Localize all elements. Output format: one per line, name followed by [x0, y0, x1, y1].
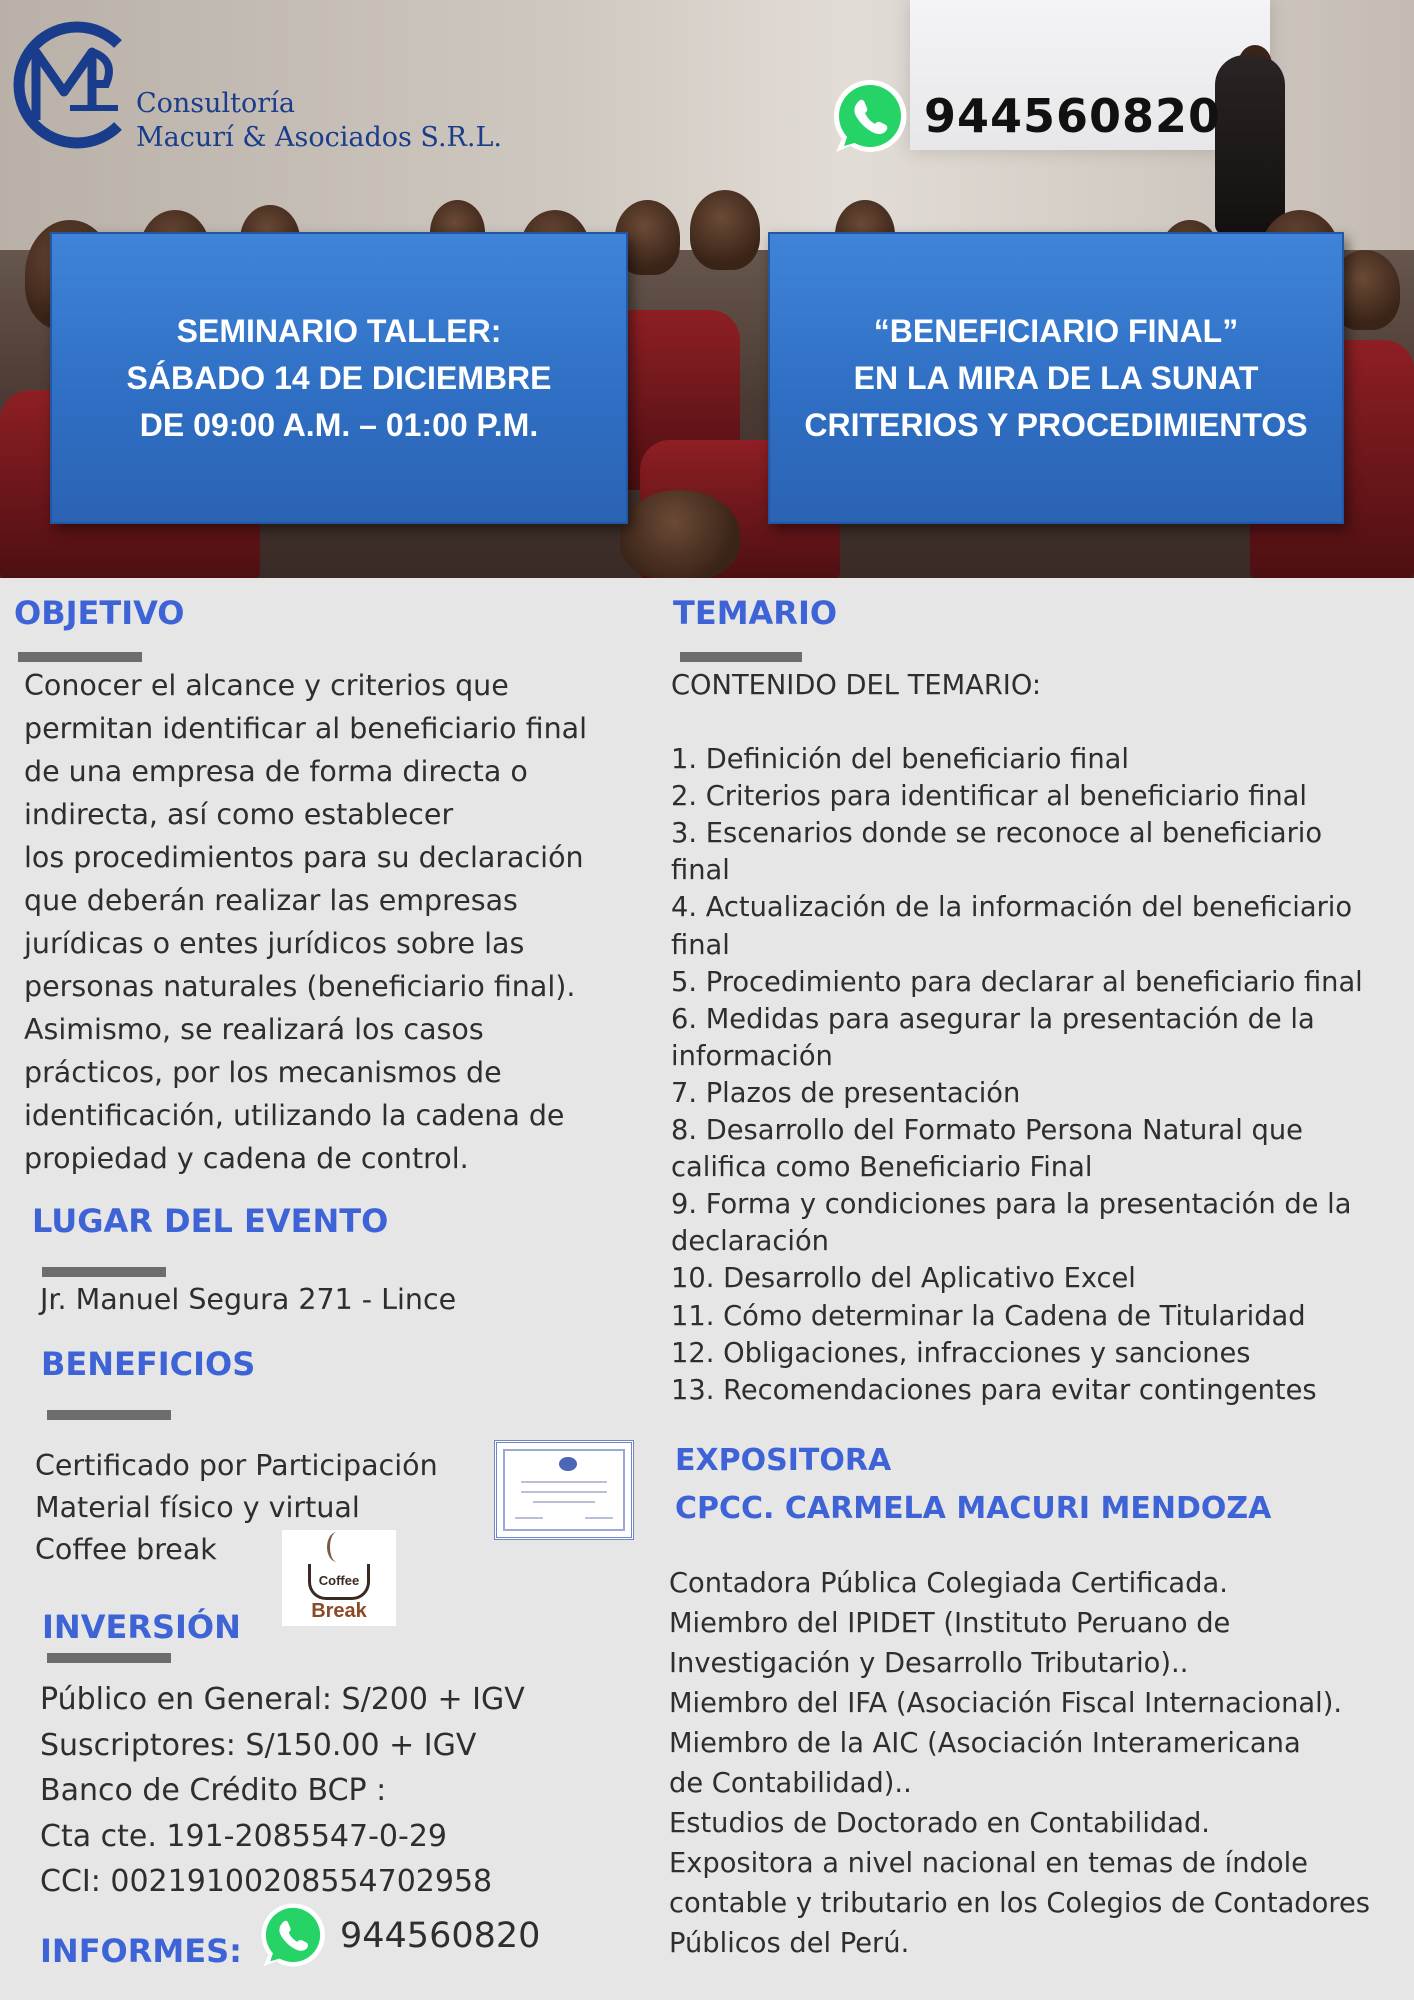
informes-phone-number[interactable]: 944560820	[340, 1916, 541, 1956]
temario-item: 9. Forma y condiciones para la presentación de la	[671, 1189, 1352, 1221]
objetivo-line: de una empresa de forma directa o	[24, 755, 528, 788]
beneficio-item: Material físico y virtual	[35, 1491, 360, 1524]
banner-left-line3: DE 09:00 A.M. – 01:00 P.M.	[139, 406, 539, 443]
temario-item: final	[671, 855, 730, 887]
beneficio-item: Coffee break	[35, 1533, 217, 1566]
bio-line: Expositora a nivel nacional en temas de índole	[669, 1848, 1308, 1879]
expositora-heading: EXPOSITORA	[675, 1443, 892, 1478]
banner-left-line2: SÁBADO 14 DE DICIEMBRE	[126, 359, 552, 396]
certificate-image	[494, 1440, 634, 1540]
whatsapp-icon[interactable]	[258, 1900, 328, 1970]
inversion-heading: INVERSIÓN	[42, 1608, 241, 1646]
informes-label: INFORMES:	[40, 1932, 242, 1970]
inversion-details	[40, 1677, 525, 1905]
banner-right-line2: EN LA MIRA DE LA SUNAT	[853, 359, 1259, 396]
temario-item: 4. Actualización de la información del beneficiario	[671, 892, 1353, 924]
temario-item: información	[671, 1040, 833, 1072]
seminar-date-banner	[50, 232, 628, 524]
temario-item: 12. Obligaciones, infracciones y sanciones	[671, 1337, 1251, 1369]
coffee-break-image	[282, 1530, 396, 1626]
banner-right-line1: “BENEFICIARIO FINAL”	[873, 312, 1239, 349]
coffee-break-label: Break	[311, 1600, 367, 1622]
beneficios-heading: BENEFICIOS	[41, 1345, 256, 1383]
banner-left-line1: SEMINARIO TALLER:	[176, 312, 502, 349]
lugar-address: Jr. Manuel Segura 271 - Lince	[40, 1283, 457, 1316]
temario-item: 3. Escenarios donde se reconoce al beneficiario	[671, 818, 1323, 850]
temario-item: 13. Recomendaciones para evitar contingentes	[671, 1374, 1317, 1406]
bio-line: Contadora Pública Colegiada Certificada.	[669, 1568, 1228, 1599]
objetivo-line: los procedimientos para su declaración	[24, 841, 584, 874]
objetivo-line: que deberán realizar las empresas	[24, 884, 518, 917]
temario-item: 10. Desarrollo del Aplicativo Excel	[671, 1263, 1136, 1295]
coffee-cup-label: Coffee	[318, 1573, 360, 1588]
temario-item: 11. Cómo determinar la Cadena de Titularidad	[671, 1300, 1306, 1332]
objetivo-heading: OBJETIVO	[14, 594, 185, 632]
lugar-heading: LUGAR DEL EVENTO	[32, 1202, 389, 1240]
bio-line: Miembro del IFA (Asociación Fiscal Internacional).	[669, 1688, 1343, 1719]
coffee-cup-icon	[308, 1564, 370, 1600]
temario-item: declaración	[671, 1226, 829, 1258]
objetivo-line: jurídicas o entes jurídicos sobre las	[24, 927, 525, 960]
top-phone-number: 944560820	[924, 89, 1222, 143]
expositora-bio	[669, 1564, 1370, 1964]
temario-item: 6. Medidas para asegurar la presentación de la	[671, 1003, 1315, 1035]
inversion-line: CCI: 00219100208554702958	[40, 1864, 493, 1899]
temario-item: 5. Procedimiento para declarar al beneficiario final	[671, 966, 1363, 998]
inversion-line: Banco de Crédito BCP :	[40, 1773, 387, 1808]
objetivo-line: indirecta, así como establecer	[24, 798, 454, 831]
temario-heading: TEMARIO	[673, 594, 838, 632]
temario-item: 8. Desarrollo del Formato Persona Natural que	[671, 1115, 1303, 1147]
inversion-line: Público en General: S/200 + IGV	[40, 1682, 525, 1717]
objetivo-line: prácticos, por los mecanismos de	[24, 1056, 502, 1089]
bio-line: de Contabilidad)..	[669, 1768, 912, 1799]
beneficio-item: Certificado por Participación	[35, 1449, 438, 1482]
temario-item: 2. Criterios para identificar al beneficiario final	[671, 781, 1307, 813]
seminar-title-banner	[768, 232, 1344, 524]
objetivo-line: Conocer el alcance y criterios que	[24, 669, 509, 702]
temario-item: califica como Beneficiario Final	[671, 1152, 1093, 1184]
objetivo-line: propiedad y cadena de control.	[24, 1142, 469, 1175]
objetivo-text	[24, 664, 587, 1180]
lugar-rule	[42, 1267, 166, 1277]
expositora-name: CPCC. CARMELA MACURI MENDOZA	[675, 1491, 1272, 1526]
bio-line: Públicos del Perú.	[669, 1928, 910, 1959]
objetivo-line: permitan identificar al beneficiario final	[24, 712, 588, 745]
temario-item: 1. Definición del beneficiario final	[671, 744, 1129, 776]
inversion-line: Cta cte. 191-2085547-0-29	[40, 1818, 448, 1854]
bio-line: Investigación y Desarrollo Tributario)..	[669, 1648, 1189, 1679]
objetivo-line: personas naturales (beneficiario final).	[24, 970, 576, 1003]
bio-line: Miembro de la AIC (Asociación Interamericana	[669, 1728, 1301, 1759]
banner-right-line3: CRITERIOS Y PROCEDIMIENTOS	[804, 406, 1308, 443]
temario-rule	[680, 652, 802, 662]
objetivo-line: identificación, utilizando la cadena de	[24, 1099, 565, 1132]
top-whatsapp-contact[interactable]	[830, 76, 1221, 156]
steam-icon	[327, 1532, 347, 1562]
temario-list	[671, 667, 1363, 1409]
temario-item: 7. Plazos de presentación	[671, 1077, 1021, 1109]
bio-line: Estudios de Doctorado en Contabilidad.	[669, 1808, 1210, 1839]
certificate-seal-icon	[559, 1457, 577, 1471]
bio-line: contable y tributario en los Colegios de Contadores	[669, 1888, 1370, 1919]
temario-intro: CONTENIDO DEL TEMARIO:	[671, 670, 1042, 701]
objetivo-rule	[18, 652, 142, 662]
bio-line: Miembro del IPIDET (Instituto Peruano de	[669, 1608, 1231, 1639]
whatsapp-icon	[830, 76, 910, 156]
inversion-rule	[47, 1653, 171, 1663]
temario-item: final	[671, 929, 730, 961]
hero-photo	[0, 0, 1414, 578]
brand-name-line1: Consultoría	[136, 88, 295, 119]
beneficios-rule	[47, 1410, 171, 1420]
company-logo	[6, 10, 526, 160]
brand-name-line2: Macurí & Asociados S.R.L.	[136, 122, 502, 153]
objetivo-line: Asimismo, se realizará los casos	[24, 1013, 484, 1046]
ma-monogram-icon	[6, 10, 136, 160]
inversion-line: Suscriptores: S/150.00 + IGV	[40, 1727, 477, 1763]
